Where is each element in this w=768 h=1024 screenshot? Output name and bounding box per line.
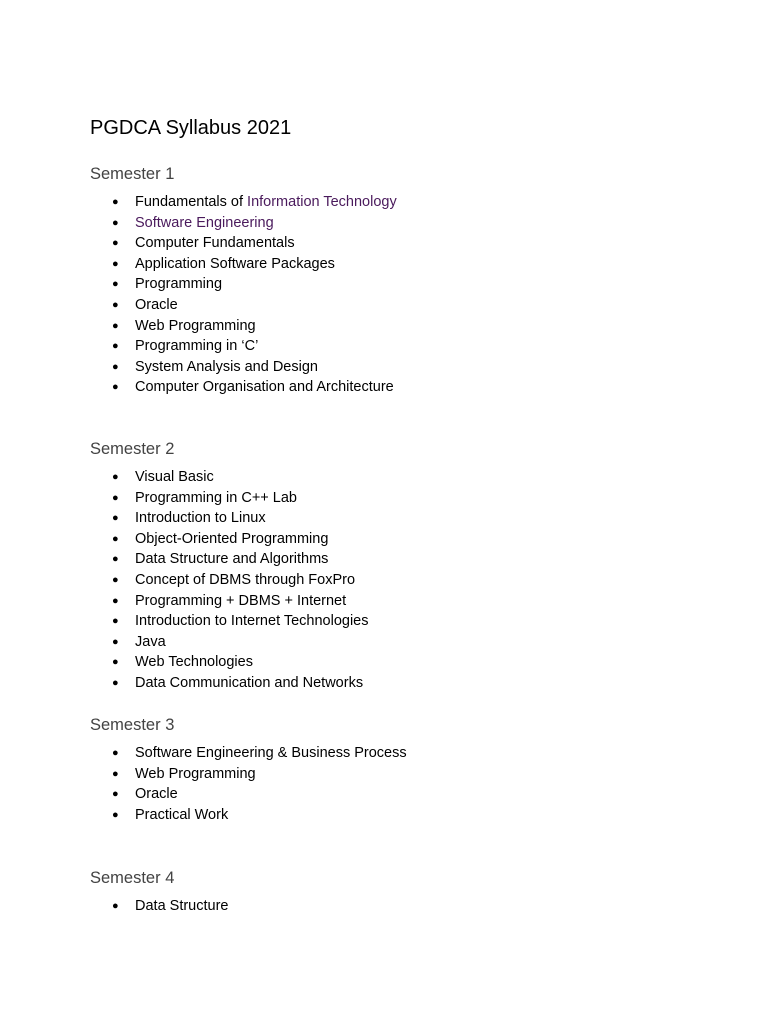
bullet-icon: ● bbox=[112, 381, 119, 394]
course-label: Introduction to Linux bbox=[135, 510, 266, 527]
bullet-icon: ● bbox=[112, 512, 119, 525]
course-label: Data Structure and Algorithms bbox=[135, 551, 329, 568]
course-label: Practical Work bbox=[135, 806, 229, 823]
course-label: Object-Oriented Programming bbox=[135, 530, 329, 547]
bullet-icon: ● bbox=[112, 767, 119, 780]
bullet-icon: ● bbox=[112, 491, 119, 504]
bullet-icon: ● bbox=[112, 553, 119, 566]
bullet-icon: ● bbox=[112, 808, 119, 821]
course-label bbox=[135, 192, 397, 213]
information-technology-link[interactable]: Information Technology bbox=[247, 194, 397, 210]
course-label: Web Technologies bbox=[135, 654, 253, 671]
bullet-icon: ● bbox=[112, 196, 119, 208]
bullet-icon: ● bbox=[112, 676, 119, 689]
bullet-icon: ● bbox=[112, 319, 119, 332]
course-label: Web Programming bbox=[135, 765, 256, 782]
course-label: Data Structure bbox=[135, 898, 229, 914]
course-label: Application Software Packages bbox=[135, 255, 335, 272]
course-label: Programming bbox=[135, 276, 223, 293]
bullet-icon: ● bbox=[112, 594, 119, 607]
bullet-icon: ● bbox=[112, 747, 119, 759]
semester-2-heading: Semester 2 bbox=[90, 440, 175, 458]
course-label: Programming in ‘C’ bbox=[135, 338, 259, 355]
course-label: Computer Organisation and Architecture bbox=[135, 379, 394, 396]
semester-3-heading: Semester 3 bbox=[90, 716, 175, 734]
bullet-icon: ● bbox=[112, 532, 119, 545]
course-label: Introduction to Internet Technologies bbox=[135, 613, 369, 630]
course-label: Data Communication and Networks bbox=[135, 674, 364, 691]
bullet-icon: ● bbox=[112, 615, 119, 628]
bullet-icon: ● bbox=[112, 298, 119, 311]
course-label: Web Programming bbox=[135, 317, 256, 334]
bullet-icon: ● bbox=[112, 471, 119, 483]
course-label: Programming in C++ Lab bbox=[135, 489, 297, 506]
bullet-icon: ● bbox=[112, 360, 119, 373]
bullet-icon: ● bbox=[112, 573, 119, 586]
bullet-icon: ● bbox=[112, 237, 119, 250]
software-engineering-link[interactable]: Software Engineering bbox=[135, 214, 274, 231]
bullet-icon: ● bbox=[112, 216, 119, 229]
course-label: Oracle bbox=[135, 296, 178, 313]
semester-4-heading: Semester 4 bbox=[90, 869, 175, 887]
bullet-icon: ● bbox=[112, 656, 119, 669]
semester-1-heading: Semester 1 bbox=[90, 165, 175, 183]
course-label: Java bbox=[135, 633, 166, 650]
bullet-icon: ● bbox=[112, 257, 119, 270]
course-label: Oracle bbox=[135, 786, 178, 803]
course-label: Visual Basic bbox=[135, 469, 214, 485]
bullet-icon: ● bbox=[112, 278, 119, 291]
document-title: PGDCA Syllabus 2021 bbox=[90, 117, 292, 139]
course-label: Computer Fundamentals bbox=[135, 235, 295, 252]
bullet-icon: ● bbox=[112, 340, 119, 353]
bullet-icon: ● bbox=[112, 788, 119, 801]
course-label: Concept of DBMS through FoxPro bbox=[135, 571, 356, 588]
bullet-icon: ● bbox=[112, 900, 119, 912]
course-label-prefix: Fundamentals of bbox=[135, 194, 248, 210]
course-label: Programming + DBMS + Internet bbox=[135, 592, 347, 609]
course-label: Software Engineering & Business Process bbox=[135, 745, 407, 761]
bullet-icon: ● bbox=[112, 635, 119, 648]
course-label: System Analysis and Design bbox=[135, 358, 318, 375]
